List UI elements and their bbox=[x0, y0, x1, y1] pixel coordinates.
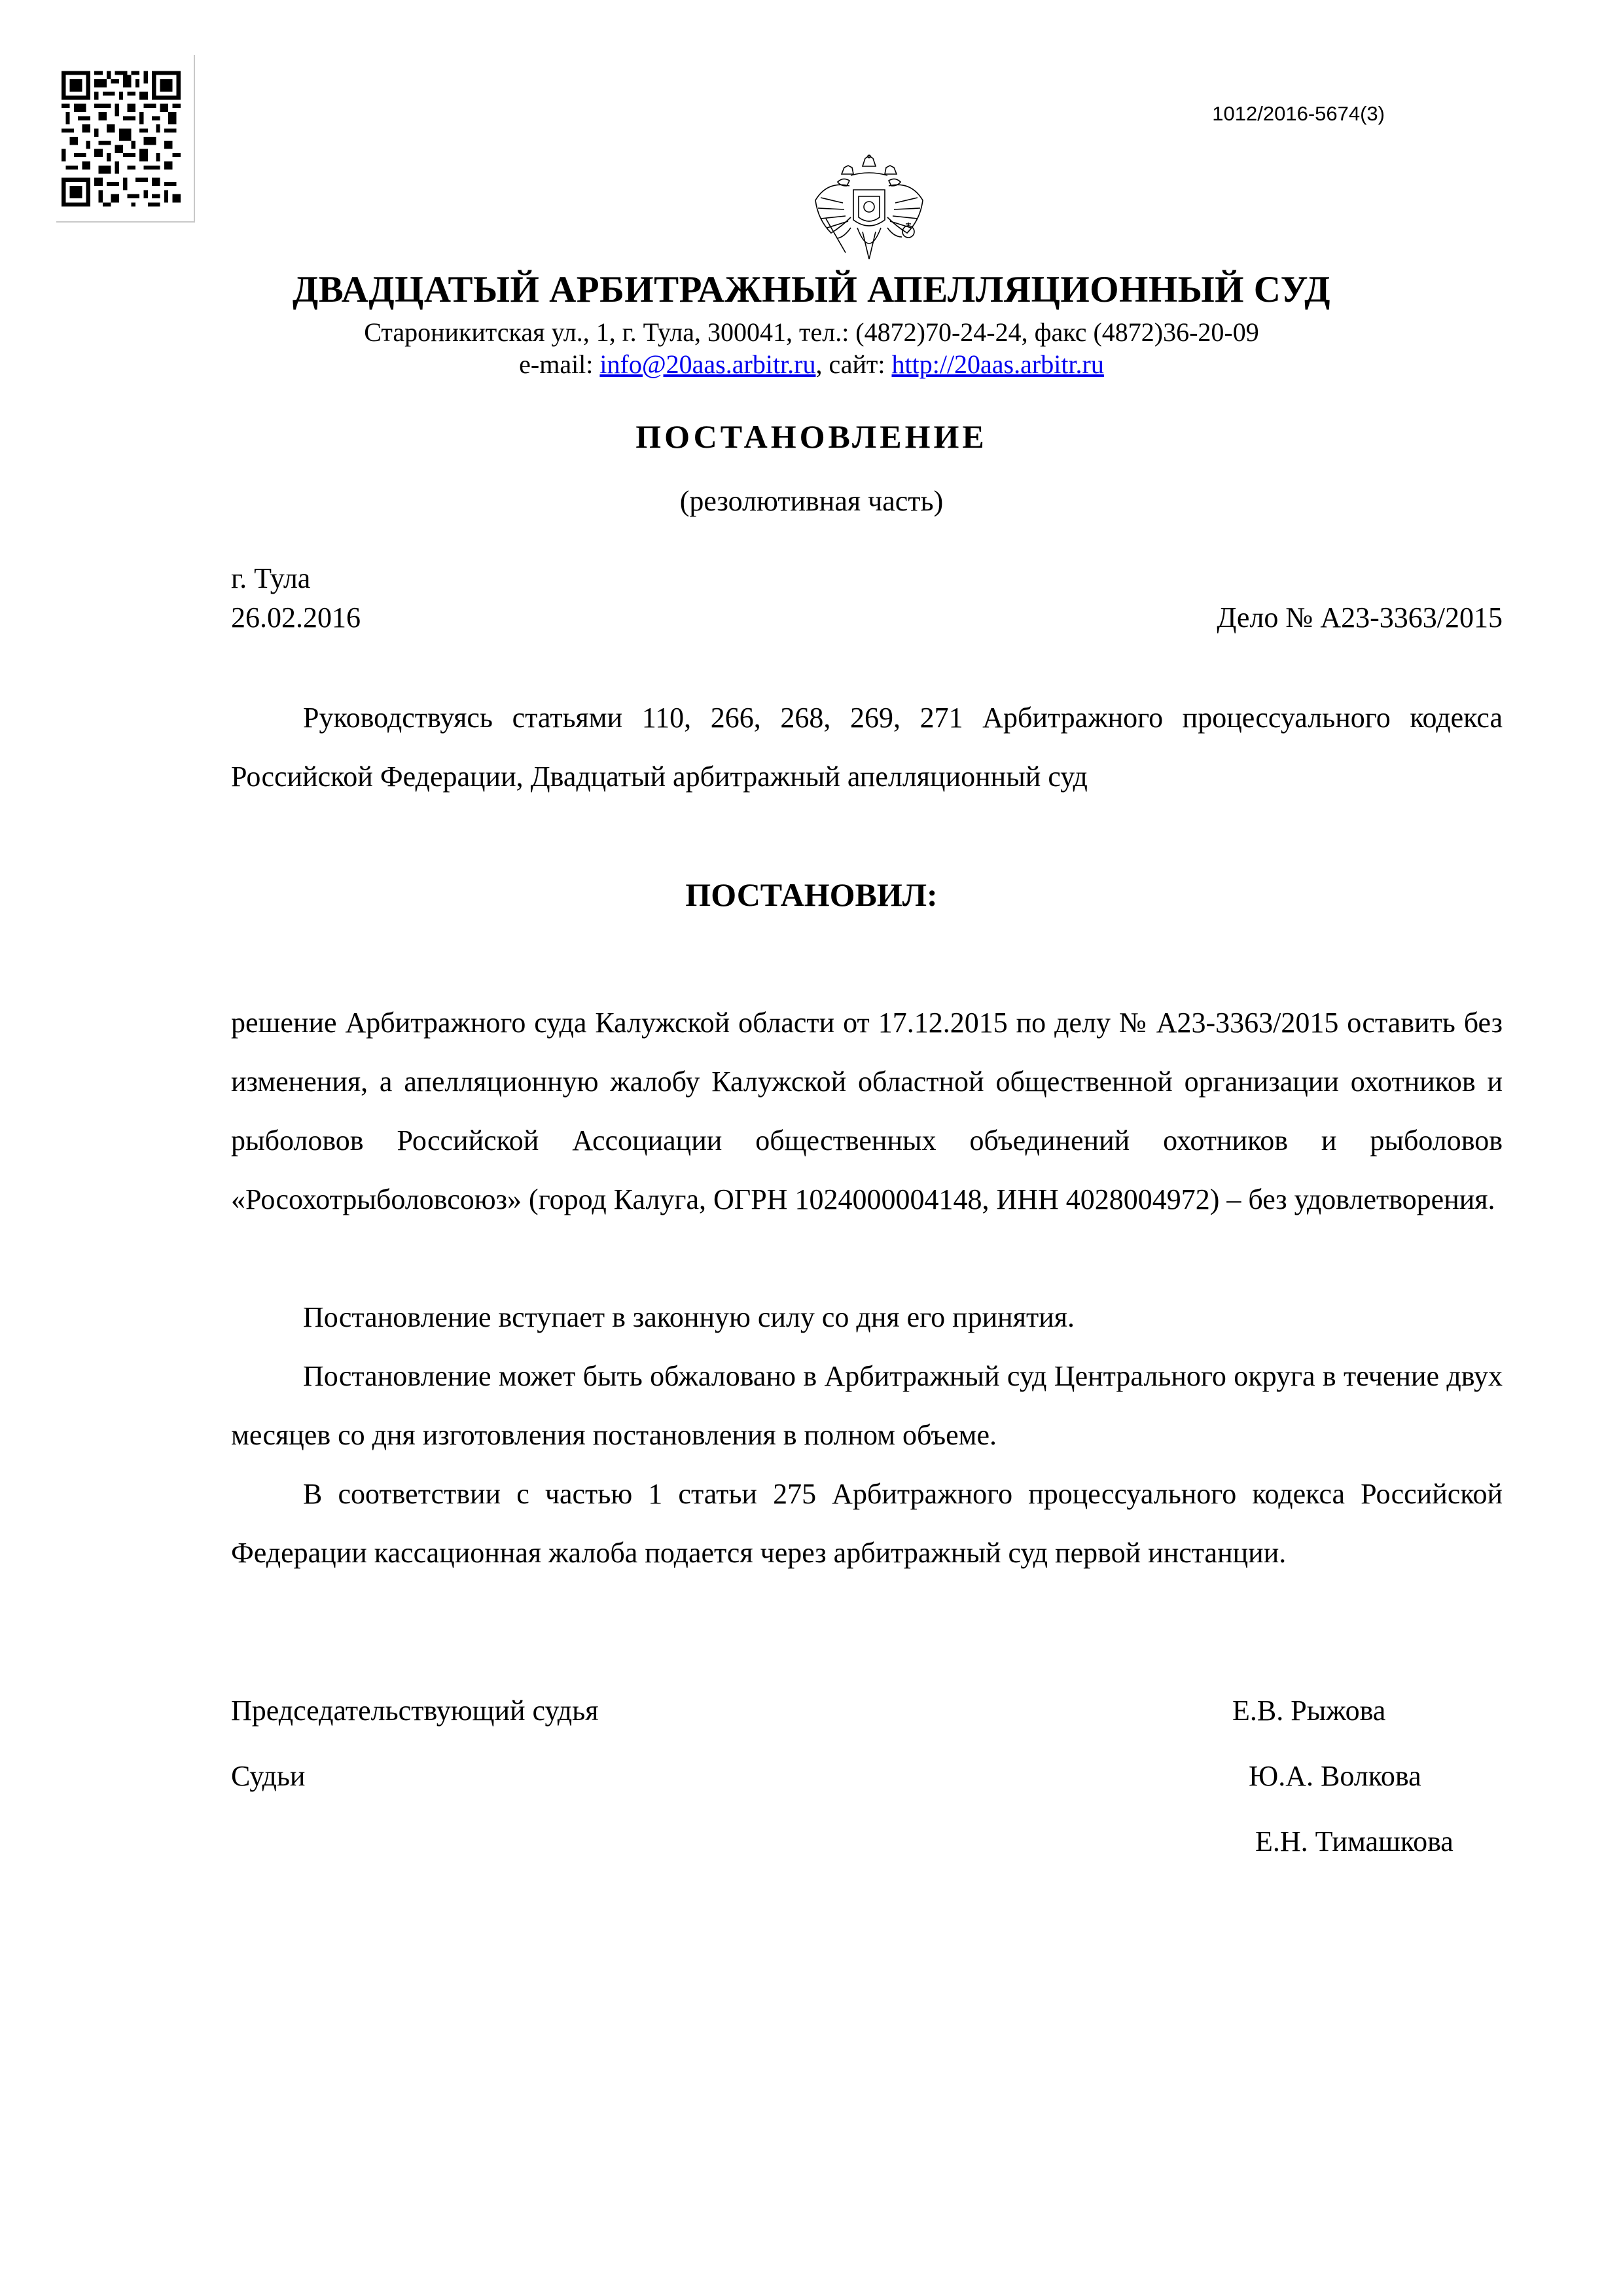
appeal-paragraph bbox=[231, 1347, 1503, 1465]
email-link[interactable]: info@20aas.arbitr.ru bbox=[599, 350, 816, 379]
case-number: Дело № А23-3363/2015 bbox=[1217, 601, 1503, 634]
judge-name: Ю.А. Волкова bbox=[1249, 1760, 1421, 1792]
presiding-judge-name: Е.В. Рыжова bbox=[1232, 1695, 1386, 1727]
document-id: 1012/2016-5674(3) bbox=[1212, 102, 1385, 125]
cassation-paragraph bbox=[231, 1465, 1503, 1583]
effective-text: Постановление вступает в законную силу со дня его принятия. bbox=[303, 1301, 1075, 1333]
appeal-text: Постановление может быть обжаловано в Арбитражный суд Центрального округа в течение двух месяцев со дня изготовления постановления в полном объеме. bbox=[231, 1360, 1503, 1451]
coat-of-arms-icon bbox=[812, 154, 927, 263]
presiding-judge-label: Председательствующий судья bbox=[231, 1695, 599, 1727]
intro-text: Руководствуясь статьями 110, 266, 268, 269, 271 Арбитражного процессуального кодекса Российской Федерации, Двадцатый арбитражный апелляционный суд bbox=[231, 702, 1503, 793]
judge-name: Е.Н. Тимашкова bbox=[1255, 1825, 1454, 1857]
decision-paragraph bbox=[231, 994, 1503, 1229]
judges-label: Судьи bbox=[231, 1760, 306, 1792]
document-date: 26.02.2016 bbox=[231, 601, 361, 634]
decision-text: решение Арбитражного суда Калужской области от 17.12.2015 по делу № А23-3363/2015 оставить без изменения, а апелляционную жалобу Калужской областной общественной организации охотников и рыболовов Российской Ассоциации общественных объединений охотников и рыболовов «Росохотрыболовсоюз» (город Калуга, ОГРН 1024000004148, ИНН 4028004972) – без удовлетворения. bbox=[231, 1007, 1503, 1215]
document-title: ПОСТАНОВЛЕНИЕ bbox=[635, 418, 988, 455]
court-address: Староникитская ул., 1, г. Тула, 300041, тел.: (4872)70-24-24, факс (4872)36-20-09 bbox=[364, 317, 1259, 347]
court-contacts bbox=[0, 349, 1623, 380]
city: г. Тула bbox=[231, 562, 311, 594]
cassation-text: В соответствии с частью 1 статьи 275 Арбитражного процессуального кодекса Российской Федерации кассационная жалоба подается через арбитражный суд первой инстанции. bbox=[231, 1478, 1503, 1569]
site-link[interactable]: http://20aas.arbitr.ru bbox=[891, 350, 1104, 379]
email-label: e-mail: bbox=[519, 350, 600, 379]
court-name: ДВАДЦАТЫЙ АРБИТРАЖНЫЙ АПЕЛЛЯЦИОННЫЙ СУД bbox=[293, 269, 1330, 310]
site-label: , сайт: bbox=[815, 350, 892, 379]
ruling-heading: ПОСТАНОВИЛ: bbox=[685, 876, 938, 913]
intro-paragraph bbox=[231, 689, 1503, 806]
qr-code-icon bbox=[62, 71, 181, 207]
document-subtitle: (резолютивная часть) bbox=[679, 485, 944, 517]
effective-paragraph bbox=[231, 1288, 1503, 1347]
